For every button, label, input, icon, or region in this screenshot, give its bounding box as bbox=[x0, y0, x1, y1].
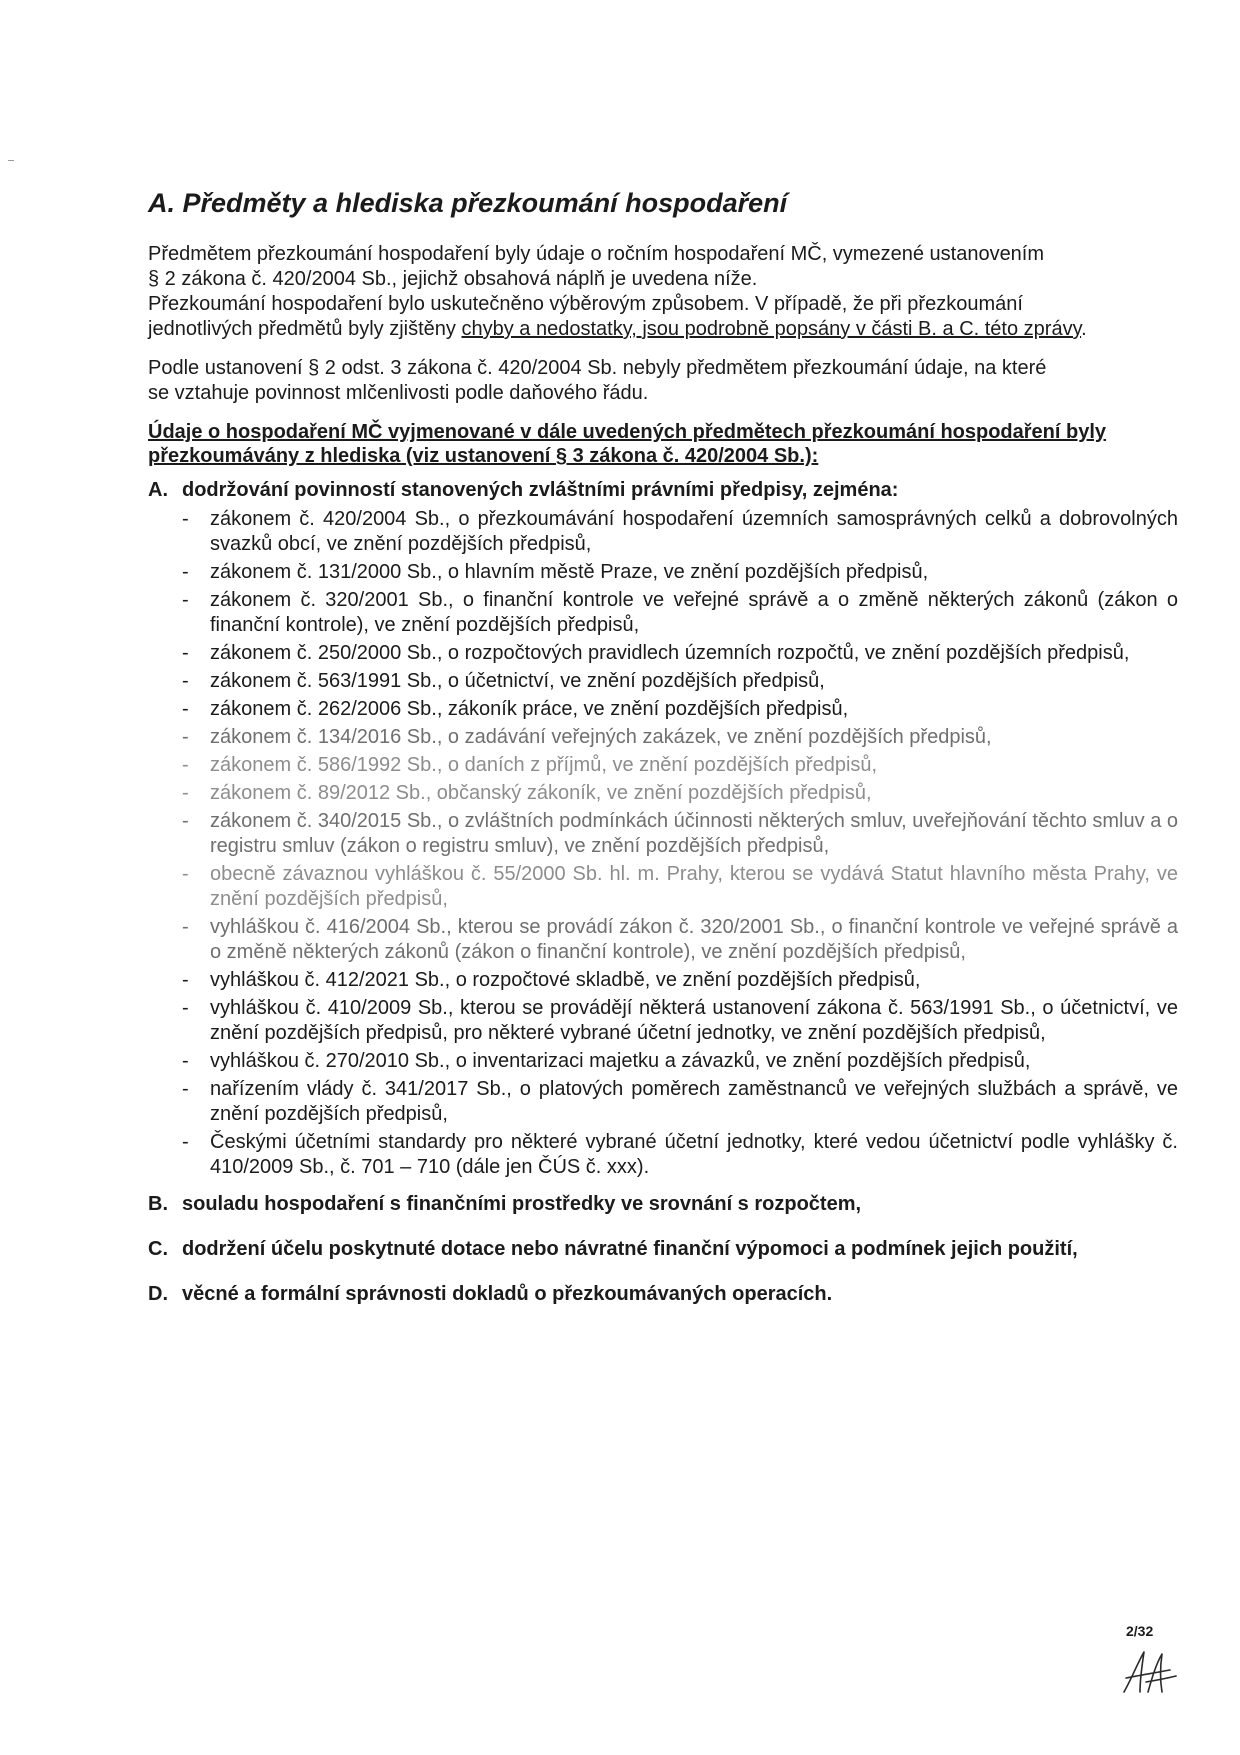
criterion-letter: D. bbox=[148, 1283, 168, 1305]
scope-heading-line: Údaje o hospodaření MČ vyjmenované v dále uvedených předmětech přezkoumání hospodaření byly bbox=[148, 421, 1107, 443]
law-item bbox=[148, 968, 1178, 993]
criterion-text: věcné a formální správnosti dokladů o přezkoumávaných operacích. bbox=[182, 1283, 833, 1305]
law-item bbox=[148, 1130, 1178, 1180]
confidentiality-line: se vztahuje povinnost mlčenlivosti podle daňového řádu. bbox=[148, 382, 649, 404]
law-item bbox=[148, 781, 1178, 806]
dash-bullet: - bbox=[182, 1131, 189, 1153]
dash-bullet: - bbox=[182, 810, 189, 832]
law-item bbox=[148, 697, 1178, 722]
intro-line: Přezkoumání hospodaření bylo uskutečněno výběrovým způsobem. V případě, že při přezkoumání bbox=[148, 293, 1023, 315]
intro-line: § 2 zákona č. 420/2004 Sb., jejichž obsahová náplň je uvedena níže. bbox=[148, 268, 758, 290]
intro-line bbox=[148, 317, 1178, 342]
law-item bbox=[148, 862, 1178, 912]
law-item bbox=[148, 753, 1178, 778]
law-item bbox=[148, 669, 1178, 694]
criterion-letter: A. bbox=[148, 479, 168, 501]
criterion-letter: B. bbox=[148, 1193, 168, 1215]
law-item bbox=[148, 588, 1178, 638]
criterion-text: souladu hospodaření s finančními prostředky ve srovnání s rozpočtem, bbox=[182, 1193, 862, 1215]
dash-bullet: - bbox=[182, 670, 189, 692]
law-text: nařízením vlády č. 341/2017 Sb., o platových poměrech zaměstnanců ve veřejných službách a správě, ve znění pozdějších předpisů, bbox=[210, 1078, 1178, 1125]
law-item bbox=[148, 1049, 1178, 1074]
dash-bullet: - bbox=[182, 1078, 189, 1100]
criterion-text: dodržování povinností stanovených zvláštními právními předpisy, zejména: bbox=[182, 479, 899, 501]
law-item bbox=[148, 507, 1178, 557]
law-text: vyhláškou č. 416/2004 Sb., kterou se provádí zákon č. 320/2001 Sb., o finanční kontrole ve veřejné správě a o změně některých zákonů (zákon o finanční kontrole), ve znění pozdějších předpisů, bbox=[210, 916, 1178, 963]
criterion-text: dodržení účelu poskytnuté dotace nebo návratné finanční výpomoci a podmínek jejich použití, bbox=[182, 1238, 1078, 1260]
intro-text-end: . bbox=[1081, 318, 1087, 340]
law-item bbox=[148, 641, 1178, 666]
dash-bullet: - bbox=[182, 726, 189, 748]
intro-line: Předmětem přezkoumání hospodaření byly údaje o ročním hospodaření MČ, vymezené ustanovením bbox=[148, 243, 1045, 265]
law-text: zákonem č. 340/2015 Sb., o zvláštních podmínkách účinnosti některých smluv, uveřejňování těchto smluv a o registru smluv (zákon o registru smluv), ve znění pozdějších předpisů, bbox=[210, 810, 1178, 857]
dash-bullet: - bbox=[182, 863, 189, 885]
dash-bullet: - bbox=[182, 698, 189, 720]
criterion-letter: C. bbox=[148, 1238, 168, 1260]
law-item bbox=[148, 809, 1178, 859]
signature-initials bbox=[1118, 1648, 1178, 1698]
page-content bbox=[148, 186, 1178, 1311]
margin-mark bbox=[8, 160, 14, 161]
law-text: zákonem č. 420/2004 Sb., o přezkoumávání hospodaření územních samosprávných celků a dobrovolných svazků obcí, ve znění pozdějších předpisů, bbox=[210, 508, 1178, 555]
dash-bullet: - bbox=[182, 589, 189, 611]
dash-bullet: - bbox=[182, 642, 189, 664]
law-text: obecně závaznou vyhláškou č. 55/2000 Sb. hl. m. Prahy, kterou se vydává Statut hlavního města Prahy, ve znění pozdějších předpisů, bbox=[210, 863, 1178, 910]
law-text: zákonem č. 134/2016 Sb., o zadávání veřejných zakázek, ve znění pozdějších předpisů, bbox=[210, 726, 992, 748]
dash-bullet: - bbox=[182, 508, 189, 530]
law-text: zákonem č. 586/1992 Sb., o daních z příjmů, ve znění pozdějších předpisů, bbox=[210, 754, 878, 776]
dash-bullet: - bbox=[182, 969, 189, 991]
criterion-c bbox=[148, 1237, 1178, 1262]
dash-bullet: - bbox=[182, 754, 189, 776]
section-title: A. Předměty a hlediska přezkoumání hospodaření bbox=[148, 188, 788, 218]
intro-paragraph bbox=[148, 242, 1178, 342]
criterion-d bbox=[148, 1282, 1178, 1307]
law-text: vyhláškou č. 410/2009 Sb., kterou se provádějí některá ustanovení zákona č. 563/1991 Sb., o účetnictví, ve znění pozdějších předpisů, pro některé vybrané účetní jednotky, ve znění pozdějších předpisů, bbox=[210, 997, 1178, 1044]
law-item bbox=[148, 1077, 1178, 1127]
intro-text: jednotlivých předmětů byly zjištěny bbox=[148, 318, 462, 340]
confidentiality-line: Podle ustanovení § 2 odst. 3 zákona č. 420/2004 Sb. nebyly předmětem přezkoumání údaje, na které bbox=[148, 357, 1047, 379]
dash-bullet: - bbox=[182, 782, 189, 804]
confidentiality-paragraph bbox=[148, 356, 1178, 406]
scope-heading bbox=[148, 420, 1178, 468]
law-item bbox=[148, 725, 1178, 750]
criterion-a bbox=[148, 478, 1178, 503]
findings-reference: chyby a nedostatky, jsou podrobně popsány v části B. a C. této zprávy bbox=[461, 318, 1082, 340]
dash-bullet: - bbox=[182, 1050, 189, 1072]
dash-bullet: - bbox=[182, 916, 189, 938]
law-text: vyhláškou č. 412/2021 Sb., o rozpočtové skladbě, ve znění pozdějších předpisů, bbox=[210, 969, 921, 991]
page-number: 2/32 bbox=[1126, 1623, 1154, 1639]
law-text: zákonem č. 89/2012 Sb., občanský zákoník, ve znění pozdějších předpisů, bbox=[210, 782, 872, 804]
law-item bbox=[148, 915, 1178, 965]
law-text: vyhláškou č. 270/2010 Sb., o inventarizaci majetku a závazků, ve znění pozdějších předpisů, bbox=[210, 1050, 1031, 1072]
law-text: Českými účetními standardy pro některé vybrané účetní jednotky, které vedou účetnictví podle vyhlášky č. 410/2009 Sb., č. 701 – 710 (dále jen ČÚS č. xxx). bbox=[210, 1131, 1178, 1178]
dash-bullet: - bbox=[182, 561, 189, 583]
law-item bbox=[148, 560, 1178, 585]
law-text: zákonem č. 131/2000 Sb., o hlavním městě Praze, ve znění pozdějších předpisů, bbox=[210, 561, 929, 583]
scope-heading-line: přezkoumávány z hlediska (viz ustanovení § 3 zákona č. 420/2004 Sb.): bbox=[148, 445, 819, 467]
law-text: zákonem č. 563/1991 Sb., o účetnictví, ve znění pozdějších předpisů, bbox=[210, 670, 825, 692]
law-text: zákonem č. 262/2006 Sb., zákoník práce, ve znění pozdějších předpisů, bbox=[210, 698, 849, 720]
law-text: zákonem č. 320/2001 Sb., o finanční kontrole ve veřejné správě a o změně některých zákonů (zákon o finanční kontrole), ve znění pozdějších předpisů, bbox=[210, 589, 1178, 636]
law-item bbox=[148, 996, 1178, 1046]
law-text: zákonem č. 250/2000 Sb., o rozpočtových pravidlech územních rozpočtů, ve znění pozdějších předpisů, bbox=[210, 642, 1130, 664]
criterion-b bbox=[148, 1192, 1178, 1217]
law-list bbox=[148, 507, 1178, 1180]
dash-bullet: - bbox=[182, 997, 189, 1019]
